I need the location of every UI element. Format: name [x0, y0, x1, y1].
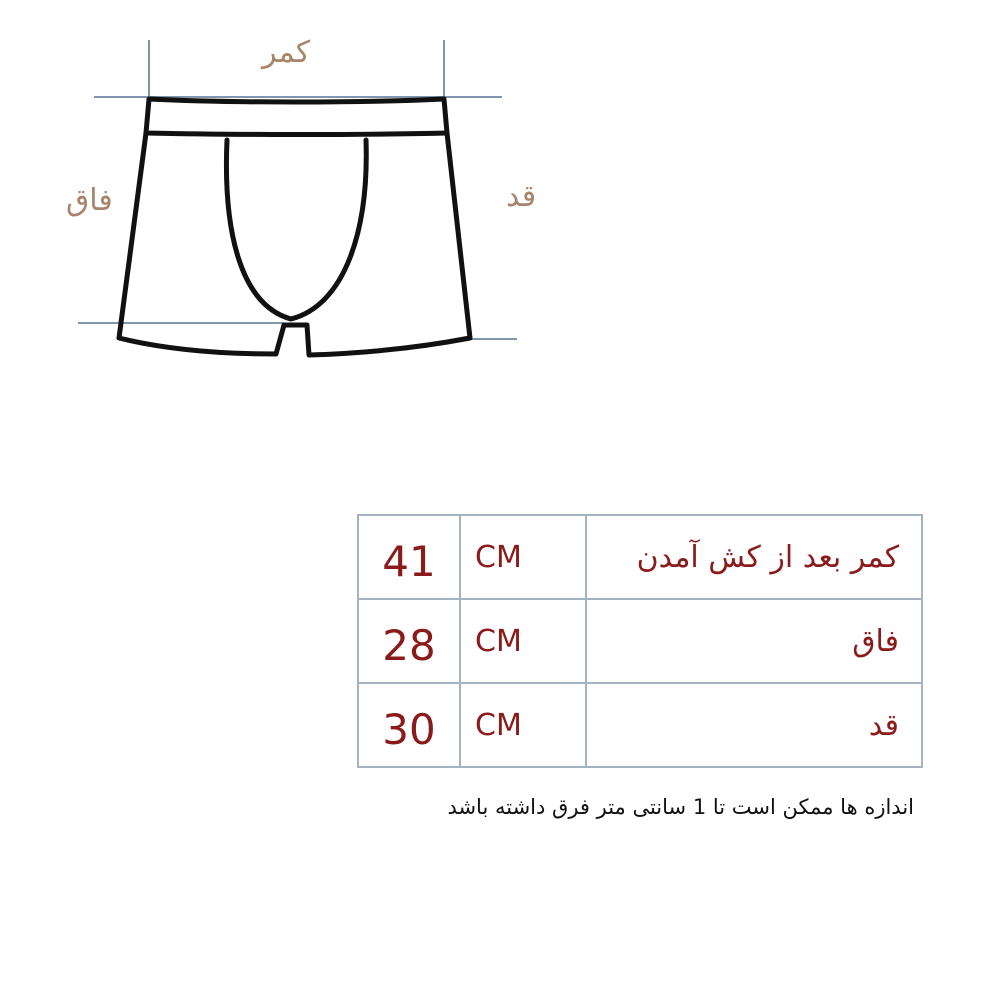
length-label: قد — [506, 179, 537, 214]
size-tolerance-note: اندازه ها ممکن است تا 1 سانتی متر فرق داشته باشد — [447, 795, 914, 819]
measurement-unit: CM — [460, 515, 586, 599]
measurement-value: 41 — [358, 515, 460, 599]
front-pouch — [226, 140, 366, 319]
measurement-name: کمر بعد از کش آمدن — [586, 515, 922, 599]
size-table — [357, 514, 923, 768]
waist-label: کمر — [262, 35, 311, 70]
table-row — [358, 683, 922, 767]
measurement-value: 28 — [358, 599, 460, 683]
measurement-unit: CM — [460, 599, 586, 683]
measurement-name: فاق — [586, 599, 922, 683]
rise-label: فاق — [66, 183, 113, 218]
garment-body — [119, 133, 470, 355]
boxer-briefs-diagram — [0, 0, 1000, 420]
measurement-unit: CM — [460, 683, 586, 767]
table-row — [358, 599, 922, 683]
table-row — [358, 515, 922, 599]
waistband — [146, 99, 447, 135]
measurement-value: 30 — [358, 683, 460, 767]
boxer-briefs-outline — [119, 99, 470, 355]
measurement-name: قد — [586, 683, 922, 767]
